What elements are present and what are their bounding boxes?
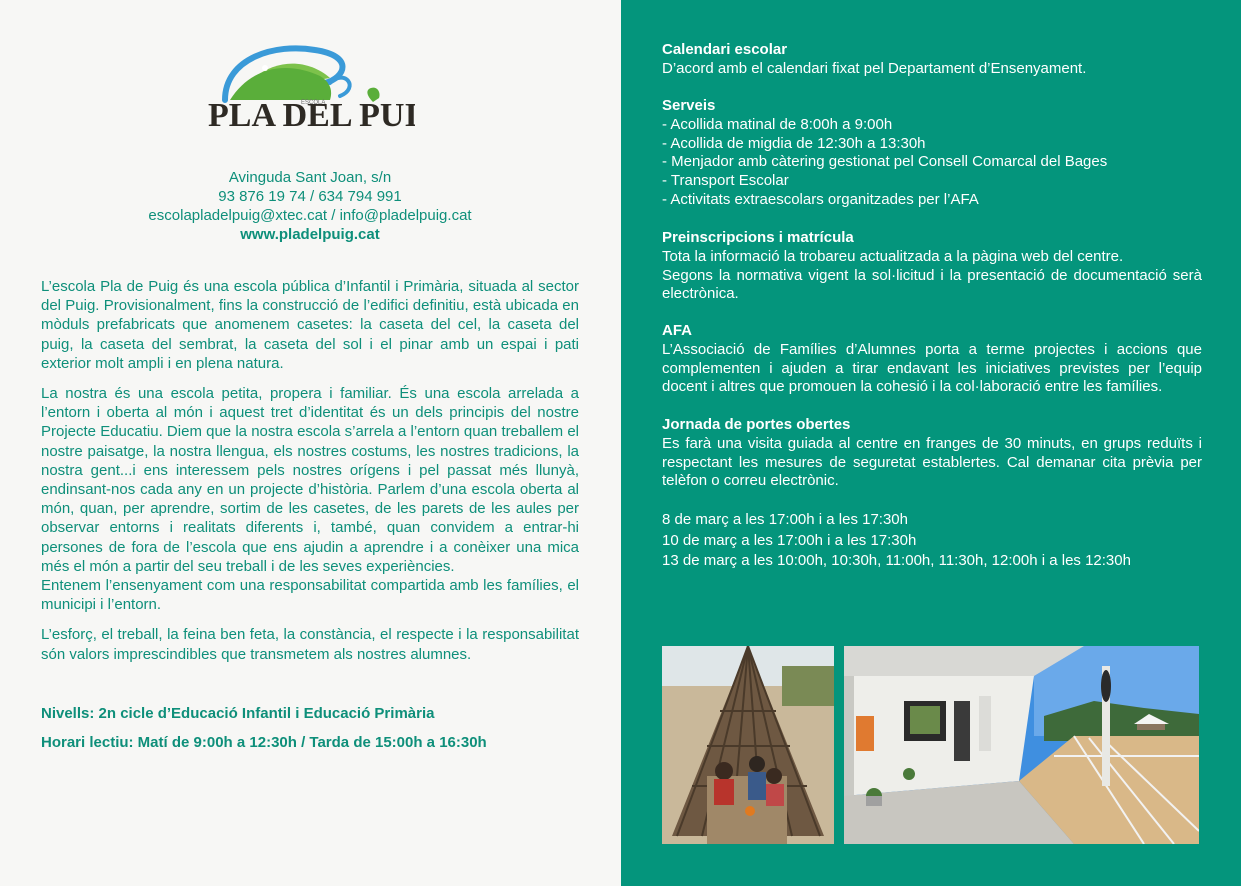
website-link[interactable]: www.pladelpuig.cat (240, 226, 380, 243)
service-item: - Menjador amb càtering gestionat pel Consell Comarcal del Bages (662, 153, 1108, 171)
open-day-text: Es farà una visita guiada al centre en franges de 30 minuts, en grups reduïts i respectant les mesures de seguretat establertes. Cal demanar cita prèvia per telèfon o correu electrònic. (662, 434, 1202, 490)
levels-block (41, 704, 601, 762)
calendar-text: D’acord amb el calendari fixat pel Departament d’Ensenyament. (662, 59, 1087, 77)
date-line: 10 de març a les 17:00h i a les 17:30h (662, 531, 917, 549)
school-logo (205, 38, 415, 148)
service-item: - Activitats extraescolars organitzades per l’AFA (662, 190, 979, 208)
emails[interactable]: escolapladelpuig@xtec.cat / info@pladelpuig.cat (148, 207, 472, 224)
intro-paragraph-4: L’esforç, el treball, la feina ben feta, la constància, el respecte i la responsabilitat són valors imprescindibles que transmetem als nostres alumnes. (41, 626, 579, 663)
photo-school-buildings (844, 646, 1199, 844)
date-line: 13 de març a les 10:00h, 10:30h, 11:00h, 11:30h, 12:00h i a les 12:30h (662, 552, 1131, 569)
logo-small-text: ESCOLA (301, 100, 326, 106)
contact-block (40, 168, 580, 244)
service-item: - Acollida de migdia de 12:30h a 13:30h (662, 134, 926, 152)
afa-section (662, 322, 1202, 397)
date-line: 8 de març a les 17:00h i a les 17:30h (662, 511, 908, 528)
logo-text: PLA DEL PUI (208, 97, 415, 134)
preregistration-line: Tota la informació la trobareu actualitzada a la pàgina web del centre. (662, 247, 1124, 265)
address: Avinguda Sant Joan, s/n (228, 169, 392, 186)
open-day-section (662, 416, 1202, 491)
preregistration-title: Preinscripcions i matrícula (662, 229, 854, 246)
right-panel (621, 0, 1241, 886)
intro-text (41, 277, 579, 675)
open-day-dates (662, 510, 1222, 572)
calendar-section (662, 41, 1202, 79)
phones: 93 876 19 74 / 634 794 991 (218, 188, 402, 205)
intro-paragraph-3: Entenem l’ensenyament com una responsabilitat compartida amb les famílies, el municipi i l’entorn. (41, 577, 579, 614)
intro-paragraph-1: L’escola Pla de Puig és una escola pública d’Infantil i Primària, situada al sector del Puig. Provisionalment, fins la construcció de l’edifici definitiu, està ubicada en mòduls prefabricats que anomenem casetes: la caseta del cel, la caseta del puig, la caseta del sembrat, la caseta del sol i el pinar amb un espai i pati exterior molt ampli i en plena natura. (41, 278, 579, 372)
levels-line: Nivells: 2n cicle d’Educació Infantil i Educació Primària (41, 705, 435, 722)
service-item: - Transport Escolar (662, 172, 789, 190)
services-section (662, 97, 1202, 210)
service-item: - Acollida matinal de 8:00h a 9:00h (662, 115, 893, 133)
preregistration-section (662, 229, 1202, 304)
open-day-title: Jornada de portes obertes (662, 416, 851, 433)
calendar-title: Calendari escolar (662, 41, 788, 58)
intro-paragraph-2: La nostra és una escola petita, propera i familiar. És una escola arrelada a l’entorn i oberta al món i aquest tret d’identitat és un dels principis del nostre Projecte Educatiu. Diem que la nostra escola s’arrela a l’entorn quan treballem el nostre paisatge, la nostra llengua, els nostres costums, les nostres tradicions, la nostra gent...i ens interessem pels nostres orígens i pel passat més llunyà, endinsant-nos cada any en un projecte d’història. Parlem d’una escola oberta al món, quan, per aprendre, sortim de les casetes, de les parets de les aules per observar entorns i realitats diferents i, també, quan convidem a entrar-hi persones de fora de l’escola que ens ajudin a aprendre i a conèixer una mica més el món a partir del seu treball i de les seves experiències. (41, 385, 579, 575)
afa-title: AFA (662, 322, 692, 339)
photo-children-tipi (662, 646, 834, 844)
afa-text: L’Associació de Famílies d’Alumnes porta a terme projectes i accions que complementen i ajuden a tirar endavant les iniciatives previstes per l’equip docent i altres que promouen la cohesió i la col·laboració entre les famílies. (662, 340, 1202, 396)
preregistration-text: Segons la normativa vigent la sol·licitud i la presentació de documentació serà electrònica. (662, 266, 1202, 303)
services-title: Serveis (662, 97, 716, 114)
schedule-line: Horari lectiu: Matí de 9:00h a 12:30h / Tarda de 15:00h a 16:30h (41, 734, 487, 751)
